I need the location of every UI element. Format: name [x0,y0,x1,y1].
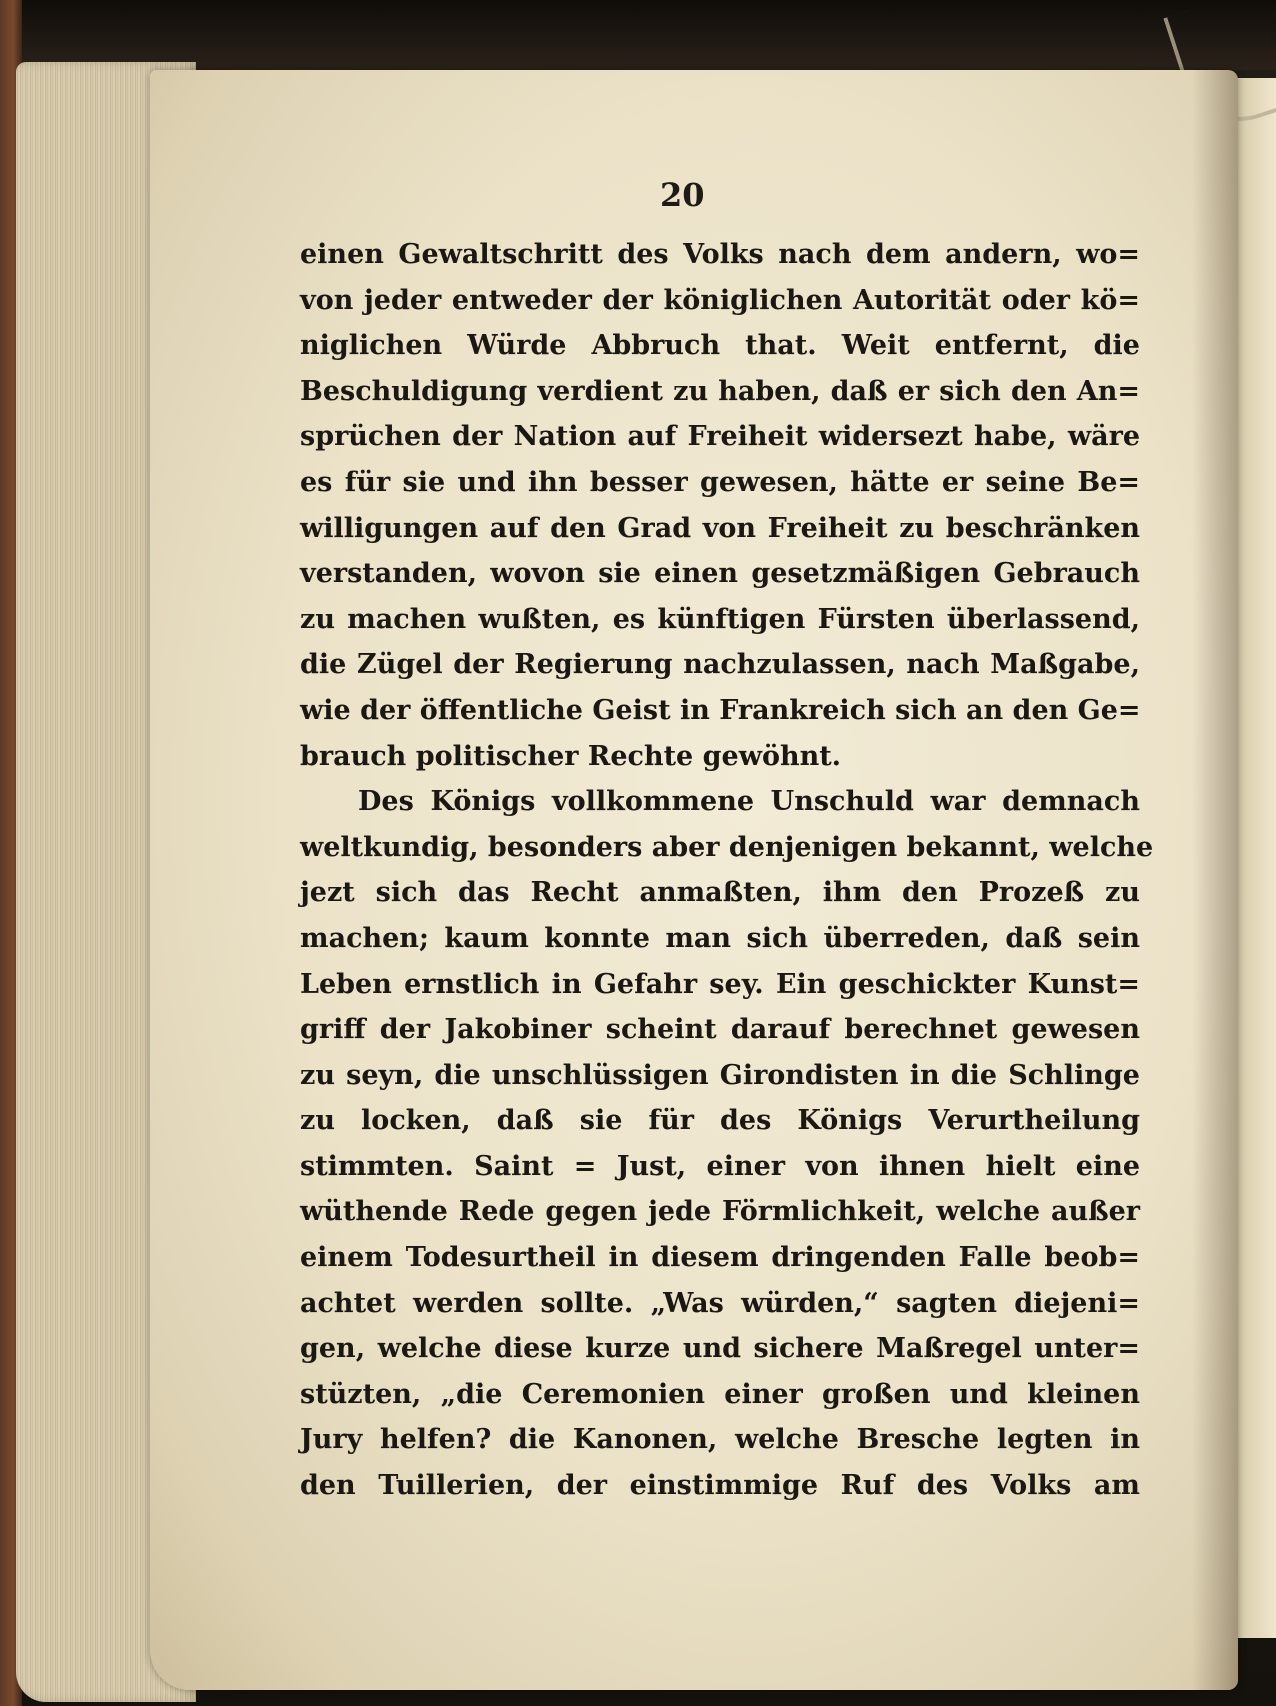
text-line: weltkundig, besonders aber denjenigen bekannt, welche [300,831,1154,863]
text-line: einen Gewaltschritt des Volks nach dem andern, wo= [300,239,1140,270]
text-line-paragraph-end: brauch politischer Rechte gewöhnt. [300,740,842,772]
text-line: zu machen wußten, es künftigen Fürsten überlassend, [300,603,1140,635]
text-line: niglichen Würde Abbruch that. Weit entfernt, die [300,330,1140,362]
text-line: jezt sich das Recht anmaßten, ihm den Prozeß zu [300,877,1140,909]
page-gutter-shadow [1192,70,1238,1690]
text-line: willigungen auf den Grad von Freiheit zu beschränken [300,512,1140,544]
book-cover-top [0,0,1276,70]
text-line: von jeder entweder der königlichen Autorität oder kö= [300,284,1140,316]
text-line: zu seyn, die unschlüssigen Girondisten in die Schlinge [300,1059,1140,1091]
page-number: 20 [660,176,705,214]
text-line: den Tuillerien, der einstimmige Ruf des Volks am [300,1470,1140,1502]
text-line-paragraph-start: Des Königs vollkommene Unschuld war demnach [358,786,1140,818]
text-line: verstanden, wovon sie einen gesetzmäßigen Gebrauch [300,558,1140,590]
text-line: achtet werden sollte. „Was würden,“ sagten diejeni= [300,1287,1140,1319]
text-line: sprüchen der Nation auf Freiheit widersezt habe, wäre [300,421,1140,453]
text-line: Leben ernstlich in Gefahr sey. Ein geschickter Kunst= [300,968,1140,1000]
text-line: die Zügel der Regierung nachzulassen, nach Maßgabe, [300,649,1140,681]
text-line: griff der Jakobiner scheint darauf berechnet gewesen [300,1014,1140,1046]
body-text [300,232,1154,1509]
text-line: zu locken, daß sie für des Königs Verurtheilung [300,1105,1140,1137]
text-line: wie der öffentliche Geist in Frankreich sich an den Ge= [300,694,1141,726]
text-line: einem Todesurtheil in diesem dringenden Falle beob= [300,1242,1140,1274]
text-line: gen, welche diese kurze und sichere Maßregel unter= [300,1333,1140,1365]
text-line: stimmten. Saint = Just, einer von ihnen hielt eine [300,1150,1140,1182]
text-line: Jury helfen? die Kanonen, welche Bresche legten in [300,1424,1140,1456]
text-line: stüzten, „die Ceremonien einer großen und kleinen [300,1378,1140,1410]
text-line: Beschuldigung verdient zu haben, daß er sich den An= [300,375,1140,407]
text-line: machen; kaum konnte man sich überreden, daß sein [300,922,1140,954]
text-line: wüthende Rede gegen jede Förmlichkeit, welche außer [300,1196,1140,1228]
text-line: es für sie und ihn besser gewesen, hätte er seine Be= [300,466,1140,498]
facing-page-edge [1232,78,1276,1638]
